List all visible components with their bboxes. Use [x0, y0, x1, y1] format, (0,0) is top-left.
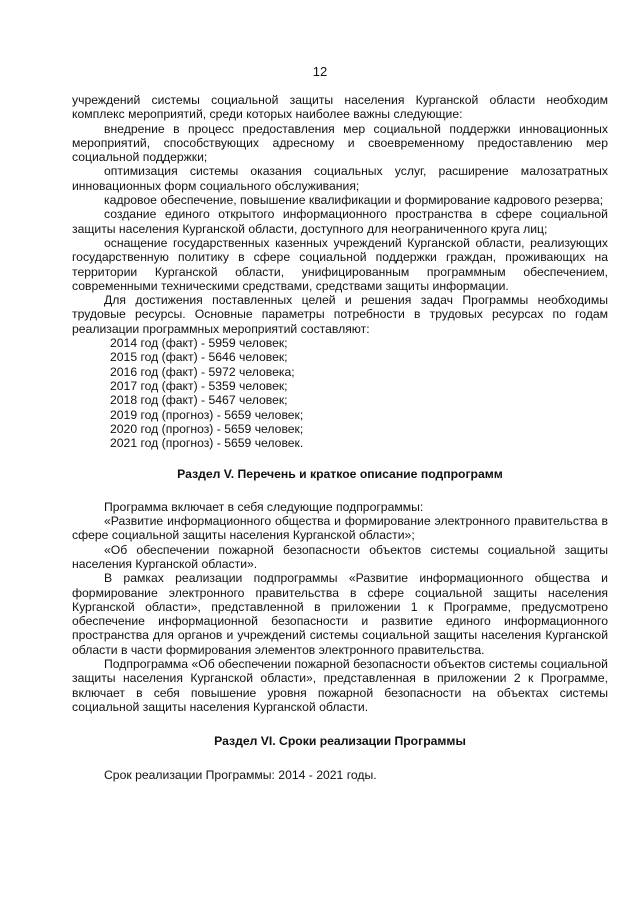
section-5-paragraph: В рамках реализации подпрограммы «Развитие информационного общества и формирование электронного правительства в сфере социальной защиты населения Курганской области», представленной в приложении 1 к Программе, предусмотрено обеспечение информационной безопасности и развитие единого информационного пространства для органов и учреждений системы социальной защиты населения Курганской области в части формирования элементов электронного правительства. [72, 571, 608, 657]
measure-item: внедрение в процесс предоставления мер социальной поддержки инновационных мероприятий, способствующих адресному и своевременному предоставлению мер социальной поддержки; [72, 121, 608, 165]
spacer [72, 714, 608, 734]
section-5-intro: Программа включает в себя следующие подпрограммы: [104, 499, 424, 514]
staff-year-item: 2019 год (прогноз) - 5659 человек; [110, 407, 304, 422]
page-content [72, 93, 608, 783]
intro-paragraph: учреждений системы социальной защиты населения Курганской области необходим комплекс мероприятий, среди которых наиболее важны следующие: [72, 93, 608, 122]
resources-paragraph: Для достижения поставленных целей и решения задач Программы необходимы трудовые ресурсы. Основные параметры потребности в трудовых ресурсах по годам реализации программных мероприятий составляют: [72, 293, 608, 336]
spacer [72, 748, 608, 768]
measure-item: оснащение государственных казенных учреждений Курганской области, реализующих государственную политику в сфере социальной поддержки граждан, проживающих на территории Курганской области, унифицированным программным обеспечением, современными техническими средствами, средствами защиты информации. [72, 235, 608, 293]
staff-year-item: 2021 год (прогноз) - 5659 человек. [110, 436, 304, 451]
section-6-heading: Раздел VI. Сроки реализации Программы [214, 734, 466, 749]
staff-year-item: 2018 год (факт) - 5467 человек; [110, 393, 288, 408]
page-number: 12 [312, 64, 328, 79]
staff-year-item: 2017 год (факт) - 5359 человек; [110, 378, 288, 393]
section-5-heading: Раздел V. Перечень и краткое описание подпрограмм [177, 467, 503, 482]
spacer [72, 450, 608, 467]
measure-item: оптимизация системы оказания социальных услуг, расширение малозатратных инновационных форм социального обслуживания; [72, 164, 608, 193]
measure-item: создание единого открытого информационного пространства в сфере социальной защиты населения Курганской области, доступного для неограниченного круга лиц; [72, 207, 608, 236]
subprogram-item: «Об обеспечении пожарной безопасности объектов системы социальной защиты населения Курганской области». [72, 542, 608, 571]
staff-year-item: 2016 год (факт) - 5972 человека; [110, 364, 295, 379]
section-5-paragraph: Подпрограмма «Об обеспечении пожарной безопасности объектов системы социальной защиты населения Курганской области», представленная в приложении 2 к Программе, включает в себя повышение уровня пожарной безопасности на объектах системы социальной защиты населения Курганской области. [72, 656, 608, 714]
measure-item: кадровое обеспечение, повышение квалификации и формирование кадрового резерва; [104, 193, 604, 208]
spacer [72, 482, 608, 500]
staff-year-item: 2014 год (факт) - 5959 человек; [110, 336, 288, 351]
subprogram-item: «Развитие информационного общества и формирование электронного правительства в сфере социальной защиты населения Курганской области»; [72, 514, 608, 543]
staff-year-item: 2020 год (прогноз) - 5659 человек; [110, 421, 304, 436]
section-6-text: Срок реализации Программы: 2014 - 2021 годы. [104, 768, 377, 783]
staff-year-item: 2015 год (факт) - 5646 человек; [110, 350, 288, 365]
staff-by-year-list [72, 336, 608, 450]
